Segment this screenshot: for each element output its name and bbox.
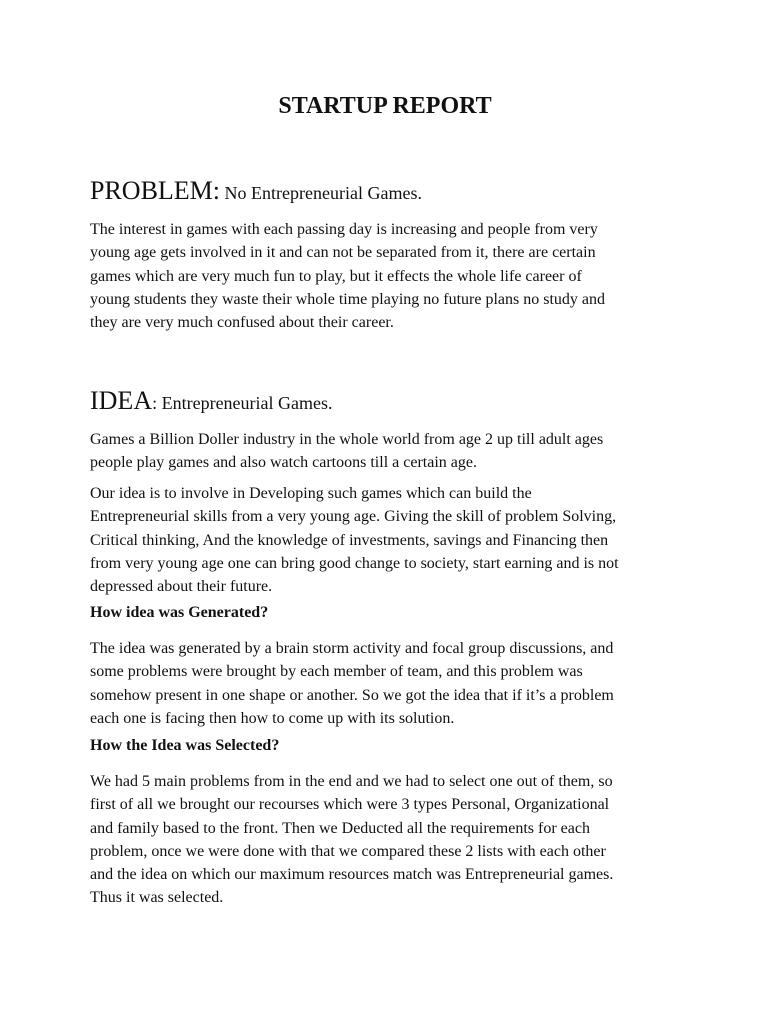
paragraph-line: some problems were brought by each member of team, and this problem was — [90, 663, 583, 681]
paragraph-line: first of all we brought our recourses which were 3 types Personal, Organizational — [90, 796, 610, 814]
selected-heading: How the Idea was Selected? — [90, 737, 280, 754]
paragraph-line: games which are very much fun to play, but it effects the whole life career of — [90, 267, 582, 285]
idea-label: IDEA — [90, 386, 153, 415]
idea-heading — [90, 386, 333, 416]
problem-label: PROBLEM: — [90, 176, 221, 205]
paragraph-line: and family based to the front. Then we Deducted all the requirements for each — [90, 819, 590, 837]
paragraph-line: The interest in games with each passing day is increasing and people from very — [90, 221, 598, 238]
problem-paragraph — [90, 218, 680, 334]
paragraph-line: from very young age one can bring good change to society, start earning and is not — [90, 554, 619, 572]
paragraph-line: Critical thinking, And the knowledge of investments, savings and Financing then — [90, 531, 609, 549]
paragraph-line: Games a Billion Doller industry in the whole world from age 2 up till adult ages — [90, 431, 604, 448]
problem-heading — [90, 176, 422, 206]
paragraph-line: Our idea is to involve in Developing such games which can build the — [90, 485, 532, 502]
paragraph-line: and the idea on which our maximum resources match was Entrepreneurial games. — [90, 866, 614, 884]
paragraph-line: each one is facing then how to come up with its solution. — [90, 709, 455, 727]
paragraph-line: young students they waste their whole time playing no future plans no study and — [90, 290, 606, 308]
paragraph-line: problem, once we were done with that we compared these 2 lists with each other — [90, 842, 606, 860]
paragraph-line: Thus it was selected. — [90, 889, 224, 907]
generated-paragraph — [90, 637, 680, 730]
idea-text: : Entrepreneurial Games. — [152, 393, 333, 413]
selected-paragraph — [90, 770, 680, 910]
paragraph-line: people play games and also watch cartoons till a certain age. — [90, 454, 477, 472]
page-title: STARTUP REPORT — [278, 93, 492, 119]
generated-heading: How idea was Generated? — [90, 604, 269, 621]
paragraph-line: young age gets involved in it and can not be separated from it, there are certain — [90, 244, 596, 262]
paragraph-line: somehow present in one shape or another. So we got the idea that if it’s a problem — [90, 686, 614, 704]
problem-text: No Entrepreneurial Games. — [220, 183, 422, 203]
paragraph-line: they are very much confused about their career. — [90, 314, 394, 332]
paragraph-line: depressed about their future. — [90, 578, 273, 596]
idea-paragraph-1 — [90, 428, 680, 475]
paragraph-line: The idea was generated by a brain storm activity and focal group discussions, and — [90, 640, 614, 657]
paragraph-line: We had 5 main problems from in the end and we had to select one out of them, so — [90, 773, 613, 790]
idea-paragraph-2 — [90, 482, 680, 598]
paragraph-line: Entrepreneurial skills from a very young age. Giving the skill of problem Solving, — [90, 508, 617, 526]
